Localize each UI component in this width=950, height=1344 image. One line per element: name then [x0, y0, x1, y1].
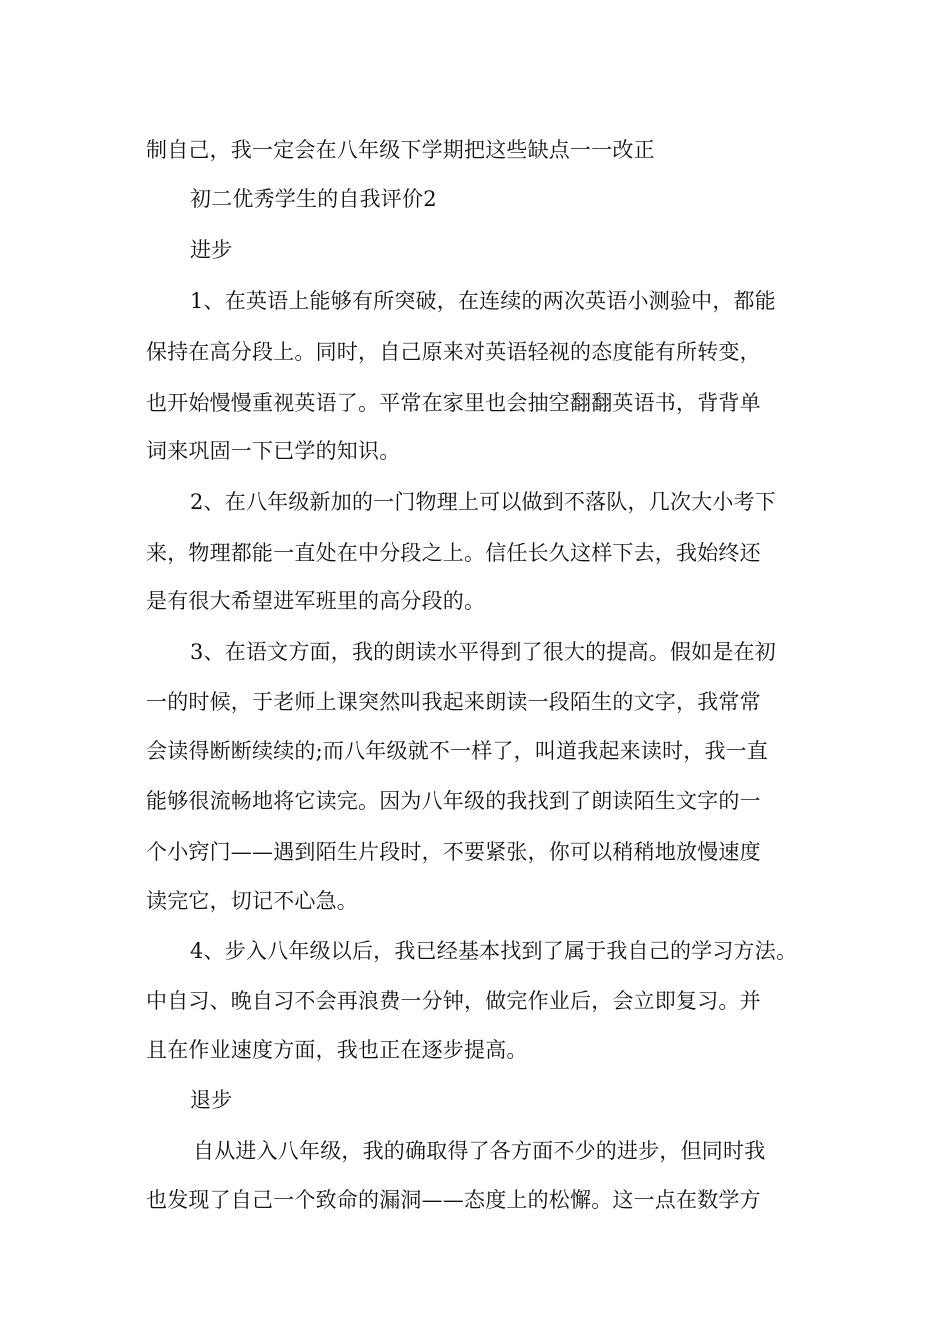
text-line: 4、步入八年级以后，我已经基本找到了属于我自己的学习方法。	[190, 939, 798, 963]
text-line: 一的时候，于老师上课突然叫我起来朗读一段陌生的文字，我常常	[146, 690, 761, 714]
text-line: 也开始慢慢重视英语了。平常在家里也会抽空翻翻英语书，背背单	[146, 391, 761, 415]
text-line: 也发现了自己一个致命的漏洞——态度上的松懈。这一点在数学方	[146, 1188, 761, 1212]
text-line: 个小窍门——遇到陌生片段时，不要紧张，你可以稍稍地放慢速度	[146, 840, 761, 864]
text-line: 能够很流畅地将它读完。因为八年级的我找到了朗读陌生文字的一	[146, 789, 761, 813]
text-line: 制自己，我一定会在八年级下学期把这些缺点一一改正	[146, 138, 655, 162]
text-line: 词来巩固一下已学的知识。	[146, 439, 401, 463]
section-heading-regress: 退步	[190, 1088, 233, 1112]
text-line: 读完它，切记不心急。	[146, 889, 358, 913]
text-line: 是有很大希望进军班里的高分段的。	[146, 589, 486, 613]
text-line: 3、在语文方面，我的朗读水平得到了很大的提高。假如是在初	[190, 640, 776, 664]
text-line: 中自习、晚自习不会再浪费一分钟，做完作业后，会立即复习。并	[146, 989, 761, 1013]
text-line: 会读得断断续续的;而八年级就不一样了，叫道我起来读时，我一直	[146, 739, 769, 763]
text-line: 保持在高分段上。同时，自己原来对英语轻视的态度能有所转变，	[146, 340, 761, 364]
text-line: 1、在英语上能够有所突破，在连续的两次英语小测验中，都能	[190, 289, 776, 313]
text-line: 来，物理都能一直处在中分段之上。信任长久这样下去，我始终还	[146, 541, 761, 565]
section-title: 初二优秀学生的自我评价2	[190, 187, 437, 211]
text-line: 2、在八年级新加的一门物理上可以做到不落队，几次大小考下	[190, 490, 776, 514]
text-line: 且在作业速度方面，我也正在逐步提高。	[146, 1038, 528, 1062]
section-heading-progress: 进步	[190, 238, 233, 262]
text-line: 自从进入八年级，我的确取得了各方面不少的进步，但同时我	[193, 1139, 766, 1163]
